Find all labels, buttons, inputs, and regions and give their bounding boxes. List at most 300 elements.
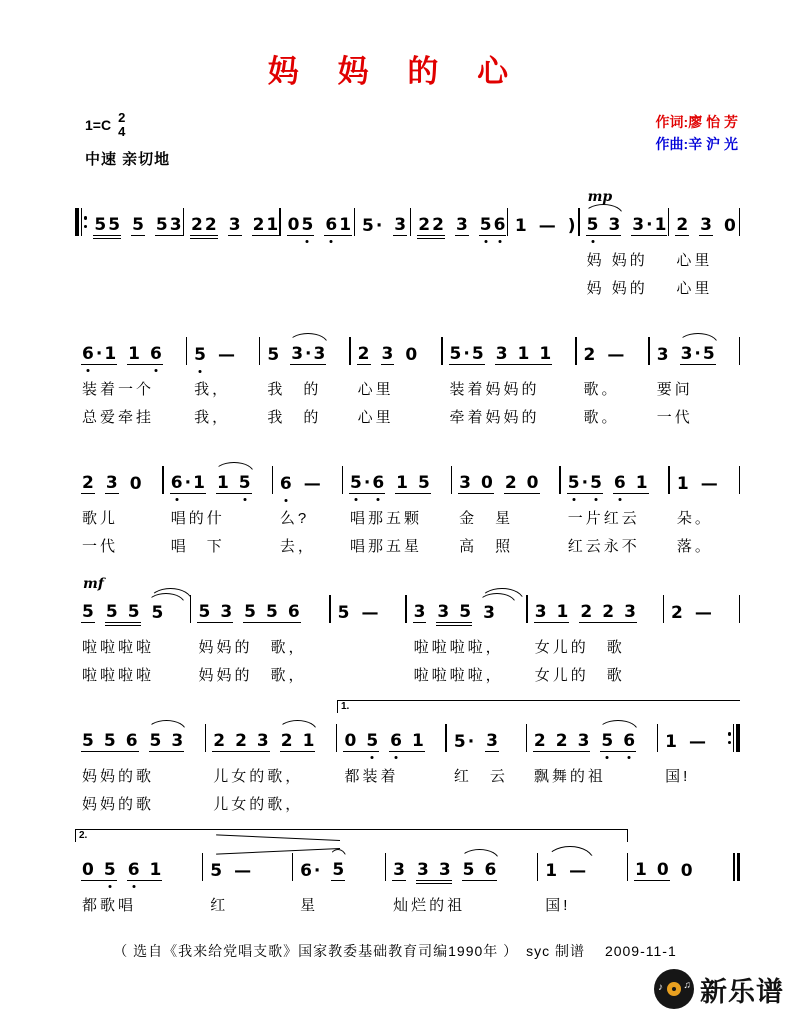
lyrics-line-1: [187, 249, 276, 268]
composer-credit: 作曲:辛 沪 光: [655, 136, 738, 153]
note-group: [197, 604, 233, 623]
note-char: 1: [665, 732, 677, 753]
note-group: [538, 218, 557, 236]
note-char: [477, 862, 483, 879]
measure: [580, 189, 668, 298]
lyrics-line-2: 高 照: [459, 538, 514, 556]
note-char: [451, 604, 457, 621]
note-char: [231, 475, 237, 492]
note-group: [670, 605, 684, 623]
note-group: [127, 862, 163, 881]
note-group: [228, 217, 242, 236]
note-group: [357, 346, 371, 365]
note-char: 3: [700, 215, 713, 236]
note-group: [680, 863, 694, 881]
note-char: 3: [438, 860, 451, 881]
notation-row: [190, 321, 256, 370]
note-group: [290, 346, 326, 365]
note-char: 3: [437, 602, 450, 623]
note-char: ·: [363, 473, 371, 494]
note-char: 6: [390, 731, 402, 752]
notation-row: [354, 321, 438, 370]
final-barline: [733, 853, 740, 881]
note-char: 0: [344, 731, 357, 752]
tempo-marking: 中速 亲切地: [85, 151, 171, 169]
note-char: 2: [204, 215, 217, 236]
note-group: [129, 476, 143, 494]
note-char: 2: [504, 473, 517, 494]
volta-label: 1.: [341, 701, 350, 713]
lyrics-line-2: [340, 793, 442, 812]
note-group: [567, 218, 577, 236]
note-group: [343, 733, 379, 752]
site-logo: [654, 969, 784, 1009]
note-char: 3: [459, 473, 471, 494]
lyrics-line-2: [187, 275, 276, 294]
lyrics-line-1: 红: [210, 897, 229, 915]
measure: [386, 837, 537, 915]
note-char: 1: [539, 344, 552, 365]
measure: [669, 192, 738, 298]
lyrics-line-1: 星: [300, 897, 319, 915]
lyrics-line-1: 灿烂的祖: [393, 897, 466, 915]
notation-row: [194, 579, 326, 628]
note-group: [699, 217, 713, 236]
lyrics-line-2: [450, 793, 523, 812]
note-char: [510, 346, 516, 363]
note-char: 0: [680, 861, 693, 882]
note-group: [544, 863, 558, 881]
note-char: 6: [372, 473, 385, 494]
note-group: [299, 863, 321, 881]
measure: [670, 450, 739, 556]
lyrics-line-2: 心里: [357, 409, 394, 427]
lyrics-line-1: 妈妈的 歌，: [198, 639, 307, 657]
lyrics-line-2: [334, 662, 403, 681]
note-char: 5: [567, 473, 580, 494]
note-group: [417, 217, 445, 236]
lyrics-line-1: [284, 249, 351, 268]
note-group: [392, 862, 406, 881]
note-char: 2: [252, 215, 265, 236]
note-char: 1: [216, 473, 229, 494]
notation-row: [410, 579, 524, 628]
note-char: 3: [291, 344, 304, 365]
note-char: [142, 346, 148, 363]
note-char: 5: [103, 860, 116, 881]
measure: [281, 192, 354, 294]
repeat-barline: [728, 724, 740, 752]
note-char: 1: [654, 215, 667, 236]
note-char: 1: [412, 731, 424, 752]
lyrics-line-1: 金 星: [459, 510, 514, 528]
lyricist-credit: 作词:廖 怡 芳: [655, 114, 738, 130]
note-group: [485, 733, 499, 752]
lyrics-line-2: [511, 275, 575, 294]
lyrics-line-2: 一代: [656, 409, 693, 427]
meta-row: [85, 111, 738, 169]
lyrics-line-1: 么?: [279, 510, 310, 528]
lyrics-line-1: [414, 249, 503, 268]
note-char: ·: [694, 344, 701, 365]
note-char: 3: [483, 603, 495, 624]
note-group: [81, 862, 117, 881]
note-char: 6: [484, 860, 497, 881]
music-system: [75, 448, 740, 556]
note-char: [120, 604, 126, 621]
note-char: [249, 733, 255, 750]
notation-row: [667, 579, 736, 628]
notation-row: [90, 192, 182, 241]
note-char: 3: [534, 602, 547, 623]
music-system: [75, 830, 740, 915]
note-group: [81, 475, 95, 494]
note-char: 5: [238, 473, 251, 494]
note-char: 1: [266, 215, 279, 236]
note-char: 2: [357, 344, 370, 365]
lyrics-line-2: [661, 793, 724, 812]
notation-row: [446, 321, 573, 370]
lyrics-line-1: 啦啦啦啦: [82, 639, 155, 657]
notation-row: [167, 450, 269, 499]
note-char: 3: [381, 344, 394, 365]
note-group: [209, 863, 223, 881]
note-char: 5: [149, 731, 162, 752]
note-char: [473, 475, 479, 492]
measure: [87, 192, 182, 294]
note-char: [649, 862, 655, 879]
note-group: [495, 346, 553, 365]
note-char: [295, 733, 301, 750]
note-group: [349, 475, 385, 494]
lyrics-line-1: 妈妈的歌: [82, 768, 155, 786]
notation-row: [580, 321, 646, 370]
note-char: 2: [432, 215, 444, 236]
lyrics-line-2: 啦啦啦啦，: [413, 667, 504, 685]
measure: [343, 450, 451, 556]
note-char: 3: [416, 860, 429, 881]
note-char: 5: [127, 602, 140, 623]
notation-row: [564, 450, 666, 499]
note-char: ·: [313, 861, 321, 882]
note-group: [81, 346, 117, 365]
note-char: ·: [184, 473, 192, 494]
note-char: [594, 604, 600, 621]
note-char: 3: [256, 731, 269, 752]
note-char: 1: [514, 216, 527, 237]
note-char: 6: [613, 473, 626, 494]
note-char: 3: [413, 602, 426, 623]
lyrics-line-2: 女儿的 歌: [534, 667, 625, 685]
note-group: [453, 734, 475, 752]
measure: [293, 837, 385, 915]
note-group: [694, 605, 713, 623]
note-char: 5: [471, 344, 484, 365]
note-group: [190, 217, 218, 236]
repeat-start-barline: [75, 208, 87, 236]
notation-row: [78, 576, 187, 628]
measure: [75, 576, 190, 685]
notation-row: [531, 579, 660, 628]
note-char: 2: [555, 731, 568, 752]
note-char: 5: [105, 602, 118, 623]
notation-row: [340, 708, 442, 757]
note-char: 0: [656, 860, 669, 881]
note-char: 1: [556, 602, 569, 623]
note-char: —: [688, 732, 706, 753]
note-group: [395, 475, 431, 494]
measure: [75, 450, 162, 556]
lyrics-line-2: 儿女的歌，: [213, 796, 304, 814]
note-char: 2: [583, 345, 596, 366]
note-group: [664, 734, 678, 752]
notation-row: [450, 708, 523, 757]
note-char: 3: [393, 860, 405, 881]
lyrics-line-2: 唱 下: [170, 538, 225, 556]
note-char: [212, 604, 218, 621]
note-char: —: [694, 603, 712, 624]
note-group: [600, 733, 636, 752]
lyrics-line-2: [358, 275, 407, 294]
lyrics-line-2: 妈妈的歌: [82, 796, 155, 814]
note-group: [155, 217, 183, 236]
note-group: [280, 733, 316, 752]
note-char: 0: [724, 216, 736, 237]
note-char: 6: [125, 731, 138, 752]
note-char: ·: [646, 215, 653, 236]
note-char: 5: [590, 473, 602, 494]
note-group: [656, 347, 670, 365]
note-char: —: [538, 216, 556, 237]
note-group: [631, 217, 667, 236]
note-char: 2: [418, 215, 431, 236]
lyrics-line-2: [284, 275, 351, 294]
lyrics-line-2: 歌。: [583, 409, 620, 427]
notation-row: [653, 321, 736, 370]
note-group: [404, 347, 418, 365]
volta-label: 2.: [79, 830, 88, 842]
note-group: [416, 862, 452, 881]
note-group: [514, 218, 528, 236]
lyrics-line-1: 儿女的歌，: [213, 768, 304, 786]
lyrics-line-1: 歌儿: [82, 510, 119, 528]
notation-row: [672, 192, 735, 241]
measure: [407, 579, 527, 685]
note-char: 1: [396, 473, 409, 494]
note-char: 1: [635, 473, 648, 494]
note-char: 6: [150, 344, 162, 365]
note-group: [170, 475, 206, 494]
note-char: [258, 604, 264, 621]
note-group: [151, 605, 165, 623]
note-char: [358, 733, 364, 750]
note-char: [531, 346, 537, 363]
measure: [538, 837, 626, 915]
note-char: ·: [463, 344, 470, 365]
note-group: [462, 862, 498, 881]
staff-row: [75, 837, 740, 915]
note-char: [96, 733, 102, 750]
note-char: [280, 604, 286, 621]
notation-row: [541, 837, 623, 886]
note-group: [381, 346, 395, 365]
vinyl-record-icon: ♪ ♫: [654, 969, 694, 1009]
notation-row: [209, 708, 333, 757]
note-group: [337, 605, 351, 623]
lyrics-line-2: 牵着妈妈的: [449, 409, 540, 427]
note-char: 1: [128, 344, 140, 365]
score-area: [75, 190, 740, 915]
note-char: 1: [635, 860, 647, 881]
note-char: 5: [601, 731, 614, 752]
measure: [508, 192, 578, 294]
lyrics-line-2: 唱那五星: [350, 538, 423, 556]
measure: [650, 321, 739, 427]
note-group: [634, 862, 670, 881]
note-group: [613, 475, 649, 494]
notation-row: [296, 837, 382, 886]
measure: [75, 321, 186, 427]
barline: [739, 208, 740, 236]
lyrics-line-1: [90, 249, 179, 268]
lyrics-line-1: 都歌唱: [82, 897, 137, 915]
lyrics-line-2: 妈 妈的: [586, 280, 648, 298]
note-char: 3: [632, 215, 645, 236]
note-char: 6: [279, 474, 292, 495]
note-group: [393, 217, 407, 236]
notation-row: [631, 837, 730, 886]
note-char: 1: [545, 861, 558, 882]
note-char: 5: [132, 215, 144, 236]
note-char: 3: [105, 473, 118, 494]
music-system: [75, 190, 740, 298]
song-title: 妈 妈 的 心: [267, 54, 523, 90]
note-char: 3: [171, 731, 184, 752]
note-char: 2: [213, 731, 226, 752]
note-char: 5: [366, 731, 379, 752]
note-char: [431, 862, 437, 879]
repeat-dots: [728, 724, 732, 752]
measure: [164, 450, 272, 556]
note-char: [570, 733, 576, 750]
note-char: 5: [453, 732, 466, 753]
lyrics-line-2: [667, 662, 736, 681]
note-char: ·: [467, 732, 475, 753]
note-group: [479, 217, 507, 236]
note-group: [586, 217, 622, 236]
credits-block: [656, 111, 738, 156]
barline: [739, 337, 740, 365]
note-char: [142, 862, 148, 879]
note-char: [628, 475, 634, 492]
note-char: 2: [676, 215, 689, 236]
note-char: ): [567, 216, 576, 237]
notation-row: [511, 192, 575, 241]
lyrics-line-2: 我 的: [267, 409, 322, 427]
notation-row: [78, 837, 199, 886]
measure: [411, 192, 506, 294]
note-char: 5: [82, 602, 94, 623]
note-group: [389, 733, 425, 752]
note-group: [579, 604, 637, 623]
lyrics-line-1: 心里: [676, 252, 713, 270]
note-char: 5: [332, 860, 345, 881]
note-group: [303, 476, 322, 494]
volta-bracket: [75, 829, 628, 842]
note-group: [131, 217, 145, 236]
note-char: ·: [305, 344, 312, 365]
note-char: [549, 604, 555, 621]
note-group: [458, 475, 494, 494]
lyrics-line-2: 红云永不: [567, 538, 640, 556]
note-group: [81, 733, 139, 752]
staff-row: [75, 708, 740, 814]
lyrics-line-1: 我 的: [267, 381, 322, 399]
note-char: 5: [244, 602, 257, 623]
measure: [577, 321, 649, 427]
note-group: [266, 347, 280, 365]
notation-row: [263, 321, 346, 370]
note-group: [243, 604, 301, 623]
notation-row: [455, 450, 556, 499]
note-char: 5: [210, 861, 223, 882]
note-char: 5: [361, 216, 374, 237]
note-group: [567, 475, 603, 494]
measure: [355, 192, 410, 294]
note-char: —: [361, 603, 379, 624]
lyrics-line-1: 唱那五颗: [350, 510, 423, 528]
note-char: 1: [302, 731, 315, 752]
note-char: 5: [266, 602, 278, 623]
note-char: [616, 604, 622, 621]
note-char: —: [700, 474, 718, 495]
notation-row: [78, 708, 202, 757]
note-char: 1: [517, 344, 530, 365]
measure: [664, 579, 739, 681]
note-group: [216, 475, 252, 494]
measure: [443, 321, 576, 427]
note-group: [676, 476, 690, 494]
lyrics-line-2: [90, 275, 179, 294]
measure: [206, 708, 336, 814]
note-char: 5: [108, 215, 121, 236]
note-char: [227, 733, 233, 750]
note-char: 5: [350, 473, 362, 494]
note-char: 0: [480, 473, 493, 494]
measure: [628, 837, 733, 913]
lyrics-line-2: 我，: [194, 409, 231, 427]
note-group: [212, 733, 270, 752]
note-group: [105, 604, 141, 623]
note-char: 2: [602, 602, 615, 623]
note-char: —: [607, 345, 625, 366]
note-group: [688, 734, 707, 752]
note-char: 5: [479, 215, 492, 236]
notation-row: [334, 579, 403, 628]
barline: [739, 595, 740, 623]
note-char: 2: [280, 731, 293, 752]
notation-row: [78, 450, 159, 499]
note-group: [675, 217, 689, 236]
note-group: [252, 217, 280, 236]
note-group: [361, 218, 383, 236]
note-char: 5: [82, 731, 94, 752]
music-system: [75, 701, 740, 814]
notation-row: [206, 837, 288, 886]
measure: [75, 837, 202, 915]
measure: [187, 321, 259, 427]
note-char: 0: [526, 473, 539, 494]
